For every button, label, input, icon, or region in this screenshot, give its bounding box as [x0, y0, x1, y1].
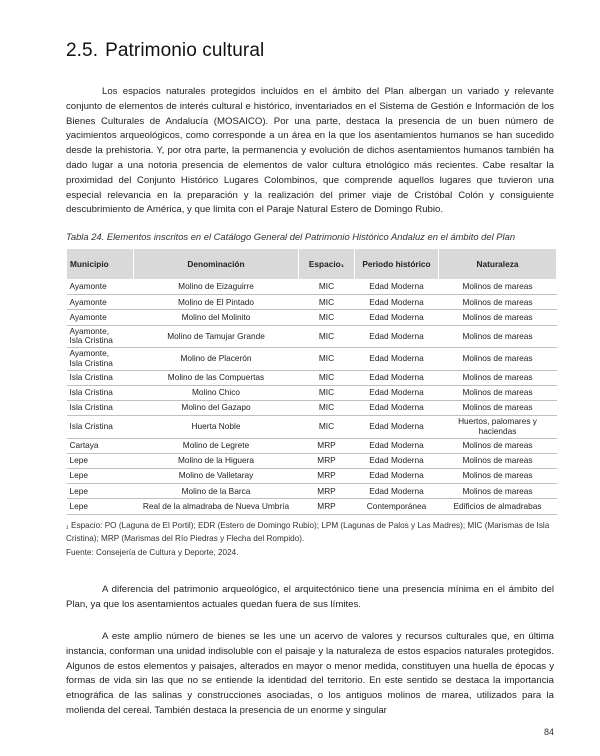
cell-espacio: MIC	[299, 295, 355, 310]
cell-espacio: MRP	[299, 484, 355, 499]
table-row	[67, 400, 557, 415]
table-footnote: ₁ Espacio: PO (Laguna de El Portil); EDR (Estero de Domingo Rubio); LPM (Lagunas de Palos y Las Madres); MIC (Marismas de Isla Cristina); MRP (Marismas del Río Piedras y Flecha del Rompido).	[66, 521, 550, 543]
cell-espacio: MIC	[299, 400, 355, 415]
cell-espacio: MRP	[299, 438, 355, 453]
cell-denominacion: Molino de Placerón	[134, 348, 299, 371]
table-row	[67, 348, 557, 371]
section-heading	[66, 40, 264, 62]
section-title: Patrimonio cultural	[105, 40, 265, 61]
cell-naturaleza: Molinos de mareas	[439, 310, 557, 325]
table-row	[67, 280, 557, 295]
cell-espacio: MIC	[299, 325, 355, 348]
col-header-naturaleza: Naturaleza	[439, 249, 557, 280]
cell-denominacion: Molino del Gazapo	[134, 400, 299, 415]
cell-periodo: Edad Moderna	[355, 325, 439, 348]
table-row	[67, 385, 557, 400]
table-row	[67, 499, 557, 514]
cell-municipio: Lepe	[67, 499, 134, 514]
cell-naturaleza: Molinos de mareas	[439, 325, 557, 348]
cell-periodo: Edad Moderna	[355, 295, 439, 310]
table-row	[67, 438, 557, 453]
col-header-periodo: Periodo histórico	[355, 249, 439, 280]
cell-periodo: Edad Moderna	[355, 280, 439, 295]
cell-espacio: MRP	[299, 453, 355, 468]
cell-denominacion: Molino de la Barca	[134, 484, 299, 499]
cell-denominacion: Molino de El Pintado	[134, 295, 299, 310]
cell-naturaleza: Molinos de mareas	[439, 370, 557, 385]
cell-naturaleza: Huertos, palomares y haciendas	[439, 416, 557, 439]
cell-municipio: Ayamonte	[67, 280, 134, 295]
cell-espacio: MIC	[299, 280, 355, 295]
cell-denominacion: Molino de la Higuera	[134, 453, 299, 468]
table-row	[67, 310, 557, 325]
cell-denominacion: Real de la almadraba de Nueva Umbría	[134, 499, 299, 514]
cell-periodo: Edad Moderna	[355, 348, 439, 371]
table-row	[67, 469, 557, 484]
cell-periodo: Edad Moderna	[355, 310, 439, 325]
cell-periodo: Contemporánea	[355, 499, 439, 514]
cell-denominacion: Huerta Noble	[134, 416, 299, 439]
cultural-values-paragraph: A este amplio número de bienes se les une un acervo de valores y recursos culturales que, en última instancia, conforman una unidad indisoluble con el paisaje y la naturaleza de estos espacios naturales protegidos. Algunos de estos elementos y paisajes, alterados en mayor o menor medida, constituyen una huella de épocas y formas de vida sin las que no se entiende la identidad del territorio. En este sentido se destaca la importancia etnográfica de las salinas y construcciones asociadas, o los antiguos molinos de marea, utilizados para la molienda del cereal. También destaca la presencia de un enorme y singular	[66, 631, 554, 716]
table-row	[67, 453, 557, 468]
cell-espacio: MIC	[299, 310, 355, 325]
cell-denominacion: Molino de Legrete	[134, 438, 299, 453]
cell-naturaleza: Molinos de mareas	[439, 348, 557, 371]
table-row	[67, 484, 557, 499]
cell-denominacion: Molino de Eizaguirre	[134, 280, 299, 295]
cell-municipio: Lepe	[67, 484, 134, 499]
table-row	[67, 370, 557, 385]
cell-naturaleza: Molinos de mareas	[439, 484, 557, 499]
cell-municipio: Ayamonte	[67, 310, 134, 325]
cell-periodo: Edad Moderna	[355, 385, 439, 400]
cell-municipio: Ayamonte	[67, 295, 134, 310]
intro-paragraph: Los espacios naturales protegidos incluidos en el ámbito del Plan albergan un variado y relevante conjunto de elementos de interés cultural e histórico, inventariados en el Sistema de Gestión e Información de los Bienes Culturales de Andalucía (MOSAICO). Por una parte, destaca la presencia de un buen número de yacimientos arqueológicos, como corresponde a un área en la que los asentamientos humanos se han sucedido desde la prehistoria. Y, por otra parte, la permanencia y evolución de dichos asentamientos humanos también ha dado lugar a una notoria presencia de elementos de valor cultura etnológico más recientes. Cabe resaltar la proximidad del Conjunto Histórico Lugares Colombinos, que comprende aquellos lugares que tuvieron una especial relevancia en la preparación y la realización del primer viaje de Cristóbal Colón y consiguiente descubrimiento de América, y que limita con el Paraje Natural Estero de Domingo Rubio.	[66, 86, 554, 216]
cell-espacio: MIC	[299, 416, 355, 439]
cell-municipio: Ayamonte, Isla Cristina	[67, 348, 134, 371]
cell-denominacion: Molino del Molinito	[134, 310, 299, 325]
cell-periodo: Edad Moderna	[355, 469, 439, 484]
cell-naturaleza: Molinos de mareas	[439, 400, 557, 415]
cell-municipio: Ayamonte, Isla Cristina	[67, 325, 134, 348]
cell-periodo: Edad Moderna	[355, 400, 439, 415]
cell-espacio: MIC	[299, 348, 355, 371]
cell-denominacion: Molino de las Compuertas	[134, 370, 299, 385]
architecture-paragraph: A diferencia del patrimonio arqueológico, el arquitectónico tiene una presencia mínima en el ámbito del Plan, ya que los asentamientos actuales quedan fuera de sus límites.	[66, 584, 554, 610]
cell-espacio: MIC	[299, 385, 355, 400]
cell-periodo: Edad Moderna	[355, 416, 439, 439]
table-header-row	[67, 249, 557, 280]
cell-municipio: Isla Cristina	[67, 400, 134, 415]
cell-naturaleza: Molinos de mareas	[439, 438, 557, 453]
cell-naturaleza: Molinos de mareas	[439, 295, 557, 310]
cell-denominacion: Molino de Valletaray	[134, 469, 299, 484]
cell-municipio: Isla Cristina	[67, 370, 134, 385]
cell-naturaleza: Molinos de mareas	[439, 385, 557, 400]
cell-periodo: Edad Moderna	[355, 453, 439, 468]
cell-municipio: Cartaya	[67, 438, 134, 453]
cell-denominacion: Molino Chico	[134, 385, 299, 400]
cell-periodo: Edad Moderna	[355, 484, 439, 499]
cell-periodo: Edad Moderna	[355, 370, 439, 385]
cell-naturaleza: Molinos de mareas	[439, 453, 557, 468]
table-body	[67, 280, 557, 515]
cell-naturaleza: Molinos de mareas	[439, 280, 557, 295]
cell-espacio: MRP	[299, 469, 355, 484]
col-header-denominacion: Denominación	[134, 249, 299, 280]
cell-municipio: Lepe	[67, 453, 134, 468]
cell-espacio: MIC	[299, 370, 355, 385]
table-row	[67, 325, 557, 348]
col-header-municipio: Municipio	[67, 249, 134, 280]
heritage-table	[66, 248, 557, 515]
cell-municipio: Isla Cristina	[67, 416, 134, 439]
cell-municipio: Lepe	[67, 469, 134, 484]
table-caption: Tabla 24. Elementos inscritos en el Catálogo General del Patrimonio Histórico Andaluz en el ámbito del Plan	[66, 231, 516, 242]
cell-denominacion: Molino de Tamujar Grande	[134, 325, 299, 348]
cell-municipio: Isla Cristina	[67, 385, 134, 400]
cell-periodo: Edad Moderna	[355, 438, 439, 453]
col-header-espacio: Espacio₁	[299, 249, 355, 280]
cell-espacio: MRP	[299, 499, 355, 514]
table-row	[67, 295, 557, 310]
table-source: Fuente: Consejería de Cultura y Deporte, 2024.	[66, 548, 239, 557]
cell-naturaleza: Molinos de mareas	[439, 469, 557, 484]
page-number: 84	[543, 727, 554, 737]
cell-naturaleza: Edificios de almadrabas	[439, 499, 557, 514]
section-number: 2.5.	[66, 40, 99, 61]
table-row	[67, 416, 557, 439]
